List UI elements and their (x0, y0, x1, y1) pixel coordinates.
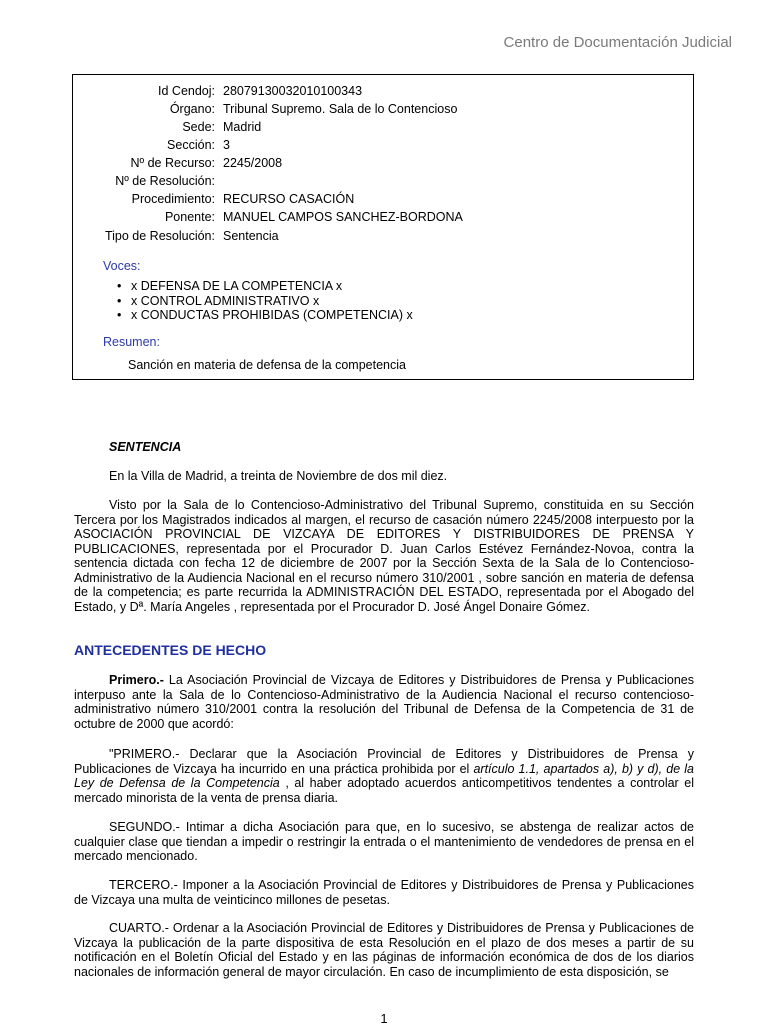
meta-row-procedimiento (73, 190, 693, 208)
resolution-primero-text-a: "PRIMERO.- Declarar que la Asociación Provincial de Editores y Distribuidores de Prensa y Publicaciones de Vizcaya ha incurrido en una práctica prohibida por el (74, 747, 694, 776)
meta-row-organo (73, 100, 693, 118)
intro-paragraph (74, 469, 694, 484)
voces-list (115, 279, 413, 323)
meta-row-seccion (73, 136, 693, 154)
list-item (115, 308, 413, 323)
meta-label: Órgano: (169, 102, 215, 116)
meta-label: Nº de Recurso: (130, 156, 215, 170)
intro-text: En la Villa de Madrid, a treinta de Noviembre de dos mil diez. (109, 469, 448, 483)
bullet-icon: • (117, 279, 122, 293)
voz-text: x CONDUCTAS PROHIBIDAS (COMPETENCIA) x (131, 308, 413, 322)
section-heading: ANTECEDENTES DE HECHO (74, 642, 267, 658)
meta-row-sede (73, 118, 693, 136)
bullet-icon: • (117, 293, 122, 308)
resolution-segundo (74, 820, 694, 864)
segundo-text: SEGUNDO.- Intimar a dicha Asociación para que, en lo sucesivo, se abstenga de realizar actos de cualquier clase que tiendan a impedir o restringir la entrada o el mantenimiento de vendedores de prensa en el mercado mencionado. (74, 820, 694, 863)
voces-label: Voces: (103, 259, 141, 273)
meta-value: Tribunal Supremo. Sala de lo Contencioso (223, 102, 458, 116)
meta-value: Sentencia (223, 229, 279, 243)
primero-text: La Asociación Provincial de Vizcaya de Editores y Distribuidores de Prensa y Publicaciones interpuso ante la Sala de lo Contencioso-Administrativo de la Audiencia Nacional el recurso contencioso-administrativo número 310/2001 contra la resolución del Tribunal de Defensa de la Competencia de 31 de octubre de 2000 que acordó: (74, 673, 694, 731)
meta-value: 3 (223, 138, 230, 152)
voz-text: x CONTROL ADMINISTRATIVO x (131, 293, 320, 308)
meta-value: Madrid (223, 120, 262, 134)
header-title: Centro de Documentación Judicial (503, 34, 732, 51)
meta-label: Id Cendoj: (158, 84, 215, 98)
visto-text: Visto por la Sala de lo Contencioso-Administrativo del Tribunal Supremo, constituida en su Sección Tercera por los Magistrados indicados al margen, el recurso de casación número 2245/2008 interpuesto por la ASOCIACIÓN PROVINCIAL DE VIZCAYA DE EDITORES Y DISTRIBUIDORES DE PRENSA Y PUBLICACIONES, representada por el Procurador D. Juan Carlos Estévez Fernández-Novoa, contra la sentencia dictada con fecha 12 de diciembre de 2007 por la Sección Sexta de la Sala de lo Contencioso-Administrativo de la Audiencia Nacional en el recurso número 310/2001 , sobre sanción en materia de defensa de la competencia; es parte recurrida la ADMINISTRACIÓN DEL ESTADO, representada por el Abogado del Estado, y Dª. María Angeles , representada por el Procurador D. José Ángel Donaire Gómez. (74, 498, 694, 614)
meta-row-recurso (73, 154, 693, 172)
meta-label: Tipo de Resolución: (104, 229, 215, 243)
meta-value: 2245/2008 (223, 156, 283, 170)
resolution-cuarto (74, 921, 694, 979)
law-reference: artículo 1.1, apartados a), b) y d), de la Ley de Defensa de la Competencia (74, 761, 694, 790)
resolution-primero-text-b: , al haber adoptado acuerdos anticompetitivos tendentes a controlar el mercado minorista de la venta de prensa diaria. (74, 776, 695, 805)
meta-label: Sección: (167, 138, 215, 152)
meta-value: 28079130032010100343 (223, 84, 363, 98)
visto-paragraph (74, 498, 694, 614)
resumen-label: Resumen: (103, 335, 160, 349)
meta-row-ponente (73, 208, 693, 226)
resumen-text: Sanción en materia de defensa de la competencia (128, 358, 406, 372)
primero-label: Primero.- (109, 673, 164, 687)
metadata-box (72, 74, 694, 380)
meta-label: Ponente: (164, 210, 215, 224)
tercero-text: TERCERO.- Imponer a la Asociación Provincial de Editores y Distribuidores de Prensa y Publicaciones de Vizcaya una multa de veinticinco millones de pesetas. (74, 878, 694, 907)
meta-row-tipo-resolucion (73, 227, 693, 245)
list-item (115, 294, 413, 309)
meta-value: MANUEL CAMPOS SANCHEZ-BORDONA (223, 210, 463, 224)
sentencia-title-block (74, 440, 694, 455)
list-item (115, 279, 413, 294)
meta-label: Procedimiento: (131, 192, 215, 206)
bullet-icon: • (117, 308, 122, 322)
meta-label: Sede: (182, 120, 215, 134)
meta-label: Nº de Resolución: (115, 174, 215, 188)
meta-row-id-cendoj (73, 82, 693, 100)
cuarto-text: CUARTO.- Ordenar a la Asociación Provincial de Editores y Distribuidores de Prensa y Publicaciones de Vizcaya la publicación de la parte dispositiva de esta Resolución en el plazo de dos meses a partir de su notificación en el Boletín Oficial del Estado y en las páginas de información económica de dos de los diarios nacionales de información general de mayor circulación. En caso de incumplimiento de esta disposición, se (74, 921, 694, 979)
sentencia-title: SENTENCIA (109, 440, 182, 454)
meta-row-resolucion (73, 172, 693, 190)
primero-paragraph (74, 673, 694, 731)
resolution-tercero (74, 878, 694, 907)
resolution-primero (74, 747, 694, 805)
voz-text: x DEFENSA DE LA COMPETENCIA x (131, 279, 343, 293)
page-number: 1 (380, 1011, 388, 1026)
meta-value: RECURSO CASACIÓN (223, 192, 355, 206)
